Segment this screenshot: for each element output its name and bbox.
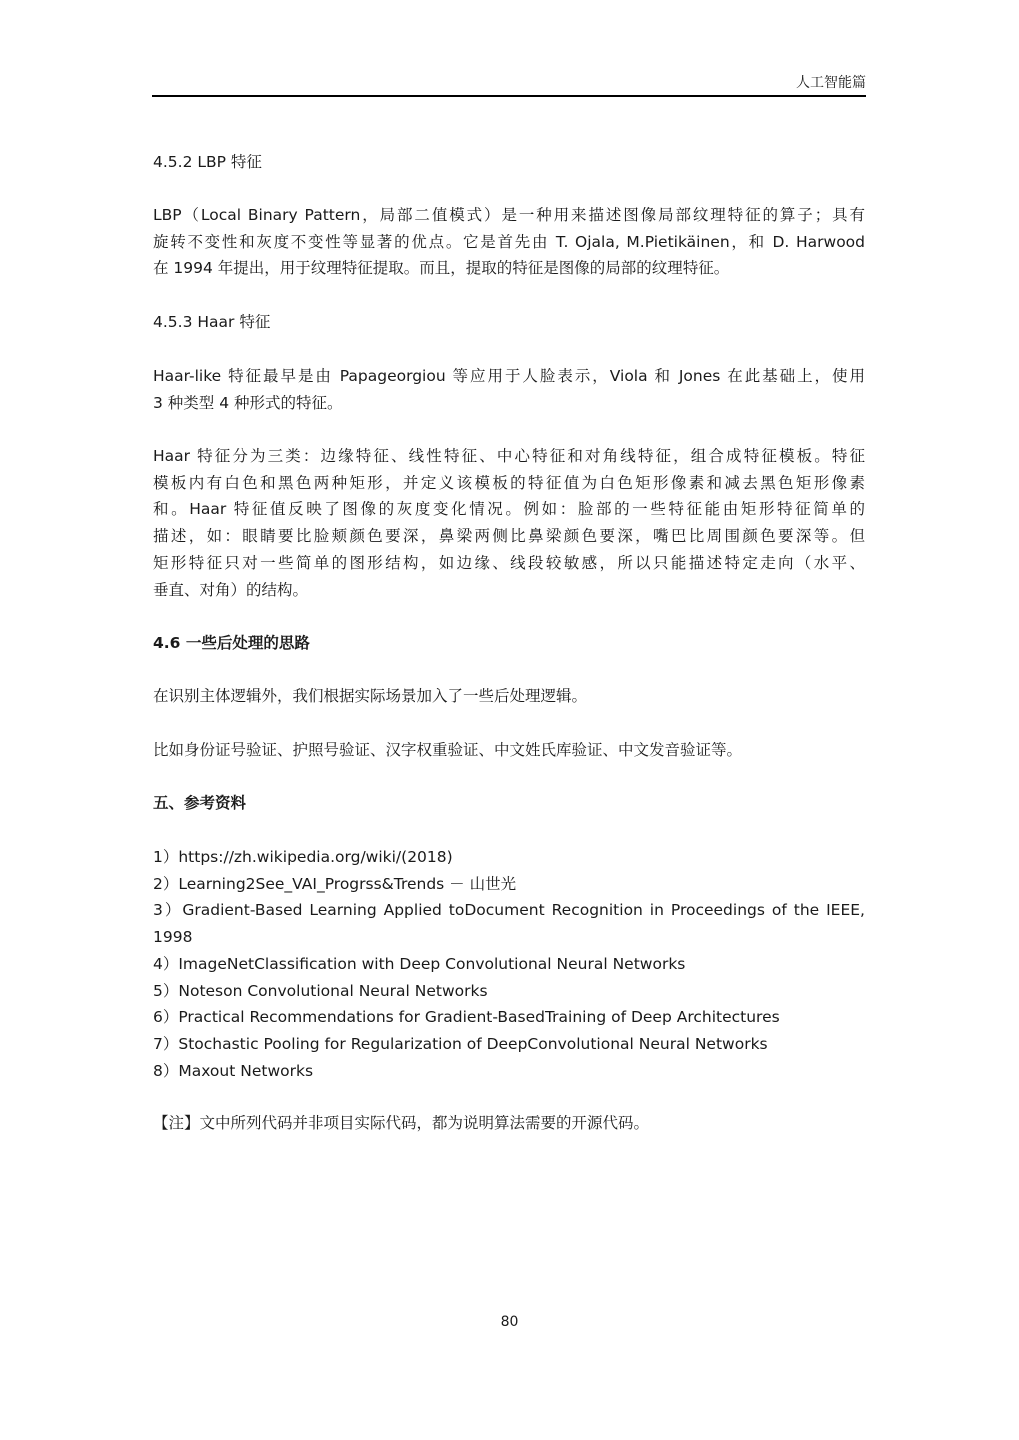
text-line: Haar-like 特征最早是由 Papageorgiou 等应用于人脸表示，Viola 和 Jones 在此基础上，使用 <box>153 367 865 385</box>
reference-item: 1998 <box>153 928 193 947</box>
text-line: 和。Haar 特征值反映了图像的灰度变化情况。例如：脸部的一些特征能由矩形特征简单的 <box>153 500 865 519</box>
text-line: Haar 特征分为三类：边缘特征、线性特征、中心特征和对角线特征，组合成特征模板。特征 <box>153 447 865 465</box>
text-line: 旋转不变性和灰度不变性等显著的优点。它是首先由 T. Ojala, M.Pietikäinen，和 D. Harwood <box>153 232 865 251</box>
reference-item: 5）Noteson Convolutional Neural Networks <box>153 981 488 1000</box>
reference-list <box>153 844 865 1084</box>
paragraph-postprocess: 在识别主体逻辑外，我们根据实际场景加入了一些后处理逻辑。 <box>153 687 588 705</box>
running-header: 人工智能篇 <box>796 75 866 91</box>
text-line: 模板内有白色和黑色两种矩形，并定义该模板的特征值为白色矩形像素和减去黑色矩形像素 <box>153 473 865 492</box>
reference-item: 2）Learning2See_VAI_Progrss&Trends － 山世光 <box>153 874 517 893</box>
reference-item: 4）ImageNetClassification with Deep Convolutional Neural Networks <box>153 954 686 973</box>
text-line: 矩形特征只对一些简单的图形结构，如边缘、线段较敏感，所以只能描述特定走向（水平、 <box>153 553 865 572</box>
heading-4-6: 4.6 一些后处理的思路 <box>153 634 310 652</box>
heading-4-5-2: 4.5.2 LBP 特征 <box>153 153 262 171</box>
text-line: 在 1994 年提出，用于纹理特征提取。而且，提取的特征是图像的局部的纹理特征。 <box>153 259 730 278</box>
note: 【注】文中所列代码并非项目实际代码，都为说明算法需要的开源代码。 <box>153 1114 650 1132</box>
paragraph-haar-like <box>153 363 865 416</box>
text-line: 3 种类型 4 种形式的特征。 <box>153 393 343 412</box>
heading-references: 五、参考资料 <box>153 794 247 812</box>
paragraph-haar-features <box>153 443 865 603</box>
reference-item: 3）Gradient-Based Learning Applied toDocument Recognition in Proceedings of the IEEE, <box>153 901 865 920</box>
reference-item: 7）Stochastic Pooling for Regularization of DeepConvolutional Neural Networks <box>153 1034 768 1053</box>
text-line: 垂直、对角）的结构。 <box>153 580 309 599</box>
text-line: LBP（Local Binary Pattern，局部二值模式）是一种用来描述图像局部纹理特征的算子；具有 <box>153 206 865 224</box>
paragraph-lbp <box>153 202 865 282</box>
header-rule <box>152 95 866 97</box>
heading-4-5-3: 4.5.3 Haar 特征 <box>153 313 271 331</box>
page-number: 80 <box>500 1314 519 1330</box>
reference-item: 8）Maxout Networks <box>153 1061 314 1080</box>
reference-item: 6）Practical Recommendations for Gradient-BasedTraining of Deep Architectures <box>153 1008 780 1027</box>
text-line: 描述，如：眼睛要比脸颊颜色要深，鼻梁两侧比鼻梁颜色要深，嘴巴比周围颜色要深等。但 <box>153 527 865 546</box>
reference-item: 1）https://zh.wikipedia.org/wiki/(2018) <box>153 848 453 866</box>
paragraph-validation: 比如身份证号验证、护照号验证、汉字权重验证、中文姓氏库验证、中文发音验证等。 <box>153 741 743 759</box>
